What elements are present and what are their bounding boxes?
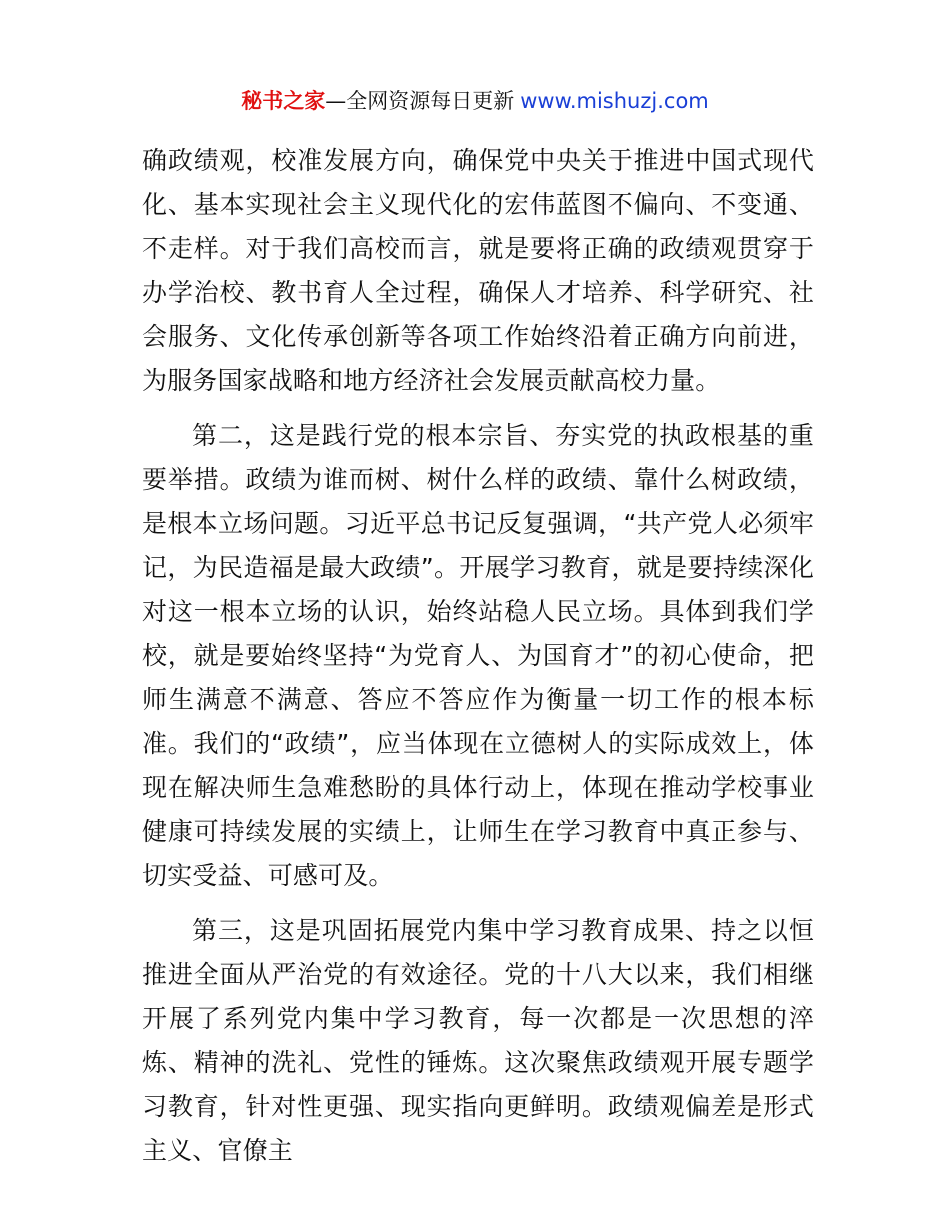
site-url-link[interactable]: www.mishuzj.com [520, 89, 709, 113]
brand-name: 秘书之家 [241, 89, 326, 113]
document-body [142, 139, 814, 1173]
paragraph-continued: 确政绩观，校准发展方向，确保党中央关于推进中国式现代化、基本实现社会主义现代化的宏伟蓝图不偏向、不变通、不走样。对于我们高校而言，就是要将正确的政绩观贯穿于办学治校、教书育人全过程，确保人才培养、科学研究、社会服务、文化传承创新等各项工作始终沿着正确方向前进，为服务国家战略和地方经济社会发展贡献高校力量。 [142, 146, 814, 395]
header-tagline: —全网资源每日更新 [325, 89, 515, 113]
paragraph-third-point: 第三，这是巩固拓展党内集中学习教育成果、持之以恒推进全面从严治党的有效途径。党的十八大以来，我们相继开展了系列党内集中学习教育，每一次都是一次思想的淬炼、精神的洗礼、党性的锤炼。这次聚焦政绩观开展专题学习教育，针对性更强、现实指向更鲜明。政绩观偏差是形式主义、官僚主 [142, 916, 814, 1165]
page-header [0, 86, 950, 116]
paragraph-second-point: 第二，这是践行党的根本宗旨、夯实党的执政根基的重要举措。政绩为谁而树、树什么样的政绩、靠什么树政绩，是根本立场问题。习近平总书记反复强调，“共产党人必须牢记，为民造福是最大政绩”。开展学习教育，就是要持续深化对这一根本立场的认识，始终站稳人民立场。具体到我们学校，就是要始终坚持“为党育人、为国育才”的初心使命，把师生满意不满意、答应不答应作为衡量一切工作的根本标准。我们的“政绩”，应当体现在立德树人的实际成效上，体现在解决师生急难愁盼的具体行动上，体现在推动学校事业健康可持续发展的实绩上，让师生在学习教育中真正参与、切实受益、可感可及。 [142, 421, 814, 890]
